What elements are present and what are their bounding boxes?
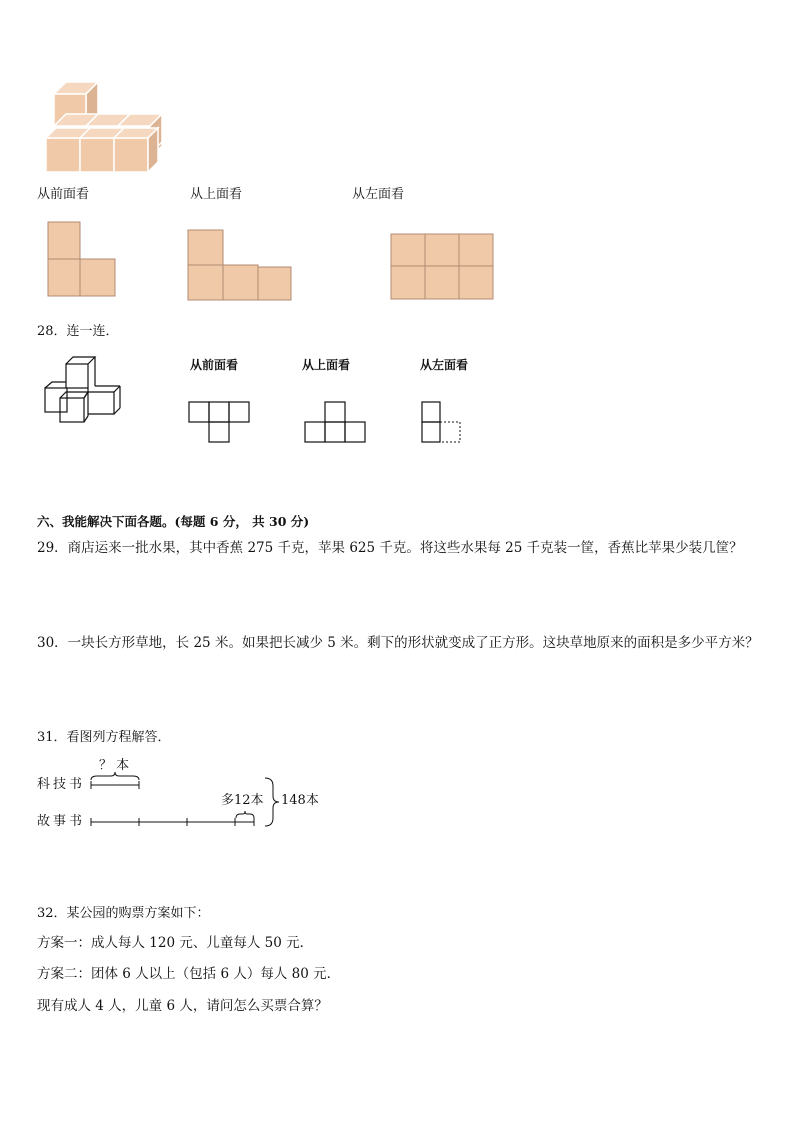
- q32-plan2: 方案二：团体 6 人以上（包括 6 人）每人 80 元．: [37, 966, 341, 982]
- label-left-view: 从左面看: [352, 187, 405, 202]
- q28-left-view-grid: [420, 400, 466, 444]
- q28-front-view-grid: [188, 400, 252, 444]
- q28-top-head: 从上面看: [302, 358, 351, 372]
- q31-title: 31．看图列方程解答．: [37, 730, 171, 745]
- q31-row1-label: 科技书: [37, 777, 86, 792]
- q31-row2-label: 故事书: [37, 814, 86, 829]
- q32-plan1: 方案一：成人每人 120 元、儿童每人 50 元．: [37, 935, 314, 951]
- q31-line-diagram: [85, 770, 285, 830]
- q28-top-view-grid: [304, 400, 368, 444]
- q31-unknown-label: ？ 本: [99, 758, 130, 773]
- q31-more-label: 多12本: [221, 793, 264, 808]
- block-figure-3d: [40, 80, 175, 175]
- q32-question: 现有成人 4 人，儿童 6 人，请问怎么买票合算？: [37, 998, 328, 1014]
- front-view-shape: [46, 220, 118, 300]
- top-view-shape: [186, 228, 294, 302]
- q29-text: 29．商店运来一批水果，其中香蕉 275 千克，苹果 625 千克。将这些水果每 25 千克装一筐，香蕉比苹果少装几筐？: [37, 540, 743, 556]
- q32-title: 32．某公园的购票方案如下：: [37, 906, 210, 921]
- q28-title: 28．连一连．: [37, 324, 119, 339]
- label-top-view: 从上面看: [190, 187, 243, 202]
- q28-front-head: 从前面看: [190, 358, 239, 372]
- section6-heading: 六、我能解决下面各题。(每题 6 分， 共 30 分): [37, 514, 310, 529]
- q28-left-head: 从左面看: [420, 358, 469, 372]
- q31-total-label: 148本: [281, 793, 319, 808]
- q30-text: 30．一块长方形草地，长 25 米。如果把长减少 5 米。剩下的形状就变成了正方形。这块草地原来的面积是多少平方米？: [37, 635, 759, 651]
- left-view-shape: [389, 232, 497, 302]
- q28-cube-figure: [40, 352, 140, 427]
- label-front-view: 从前面看: [37, 187, 90, 202]
